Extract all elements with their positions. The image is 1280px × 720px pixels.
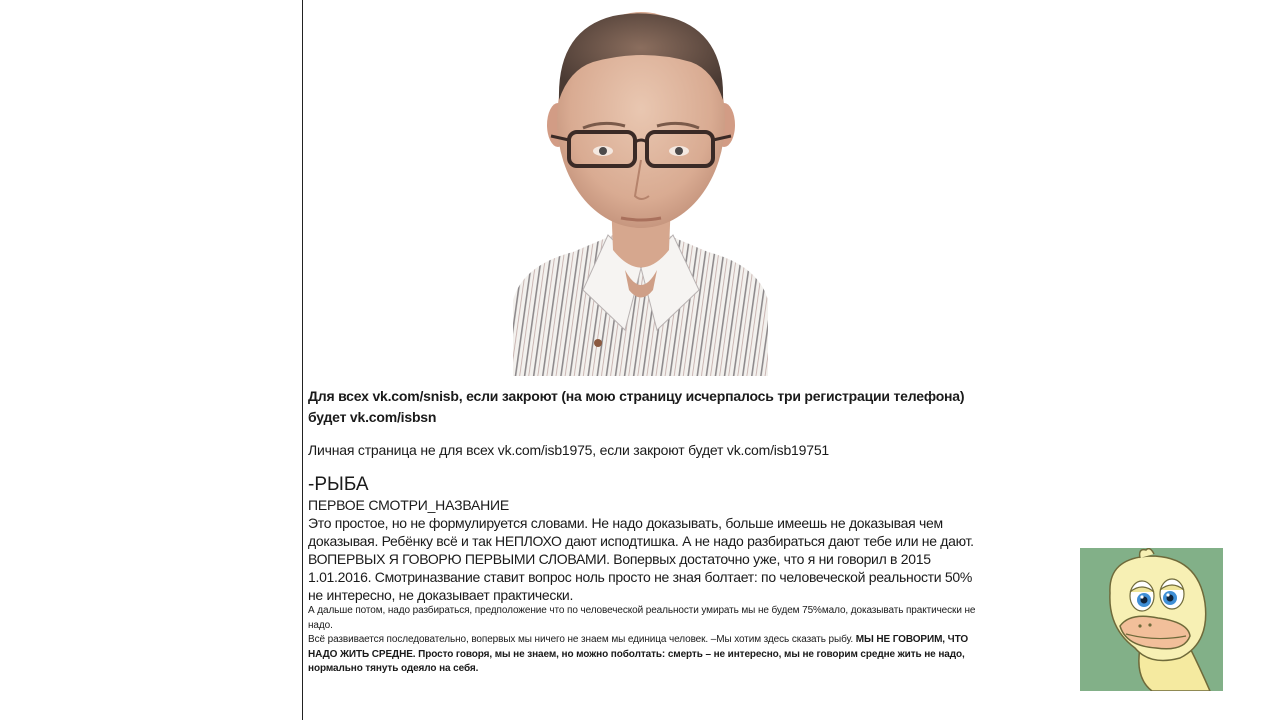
portrait-photo — [513, 0, 768, 376]
left-margin-line — [302, 0, 303, 720]
small-paragraph-2-bold: МЫ НЕ ГОВОРИМ, ЧТО НАДО ЖИТЬ СРЕДНЕ. Просто говоря, мы не знаем, но можно поболтать: смерть – не интересно, мы не говорим средне жить не надо, нормально тянуть одеяло на себя. — [308, 634, 969, 674]
body-paragraph-1: Это простое, но не формулируется словами. Не надо доказывать, больше имеешь не доказывая чем доказывая. Ребёнку всё и так НЕПЛОХО дают исподтишка. А не надо разбираться дают тебе или не дают. — [308, 515, 974, 549]
cartoon-duck-icon — [1080, 548, 1223, 691]
vk-links-notice: Для всех vk.com/snisb, если закроют (на мою страницу исчерпалось три регистрации телефона) будет vk.com/isbsn — [308, 388, 965, 425]
small-paragraph-1: А дальше потом, надо разбираться, предположение что по человеческой реальности умирать мы не будем 75%мало, доказывать практически не надо. — [308, 605, 976, 631]
small-paragraph-2 — [308, 633, 980, 677]
body-paragraph-2: ВОПЕРВЫХ Я ГОВОРЮ ПЕРВЫМИ СЛОВАМИ. Вопервых достаточно уже, что я ни говорил в 2015 1.01.2016. Смотриназвание ставит вопрос ноль просто не зная болтает: по человеческой реальности 50% не интересно, не доказывает практически. — [308, 551, 972, 603]
personal-page-notice: Личная страница не для всех vk.com/isb1975, если закроют будет vk.com/isb19751 — [308, 442, 829, 458]
small-paragraph-2-plain: Всё развивается последовательно, вопервых мы ничего не знаем мы единица человек. –Мы хотим здесь сказать рыбу. — [308, 634, 856, 645]
section-heading: -РЫБА — [308, 474, 369, 495]
document-text — [308, 386, 980, 677]
section-subheading: ПЕРВОЕ СМОТРИ_НАЗВАНИЕ — [308, 497, 510, 513]
